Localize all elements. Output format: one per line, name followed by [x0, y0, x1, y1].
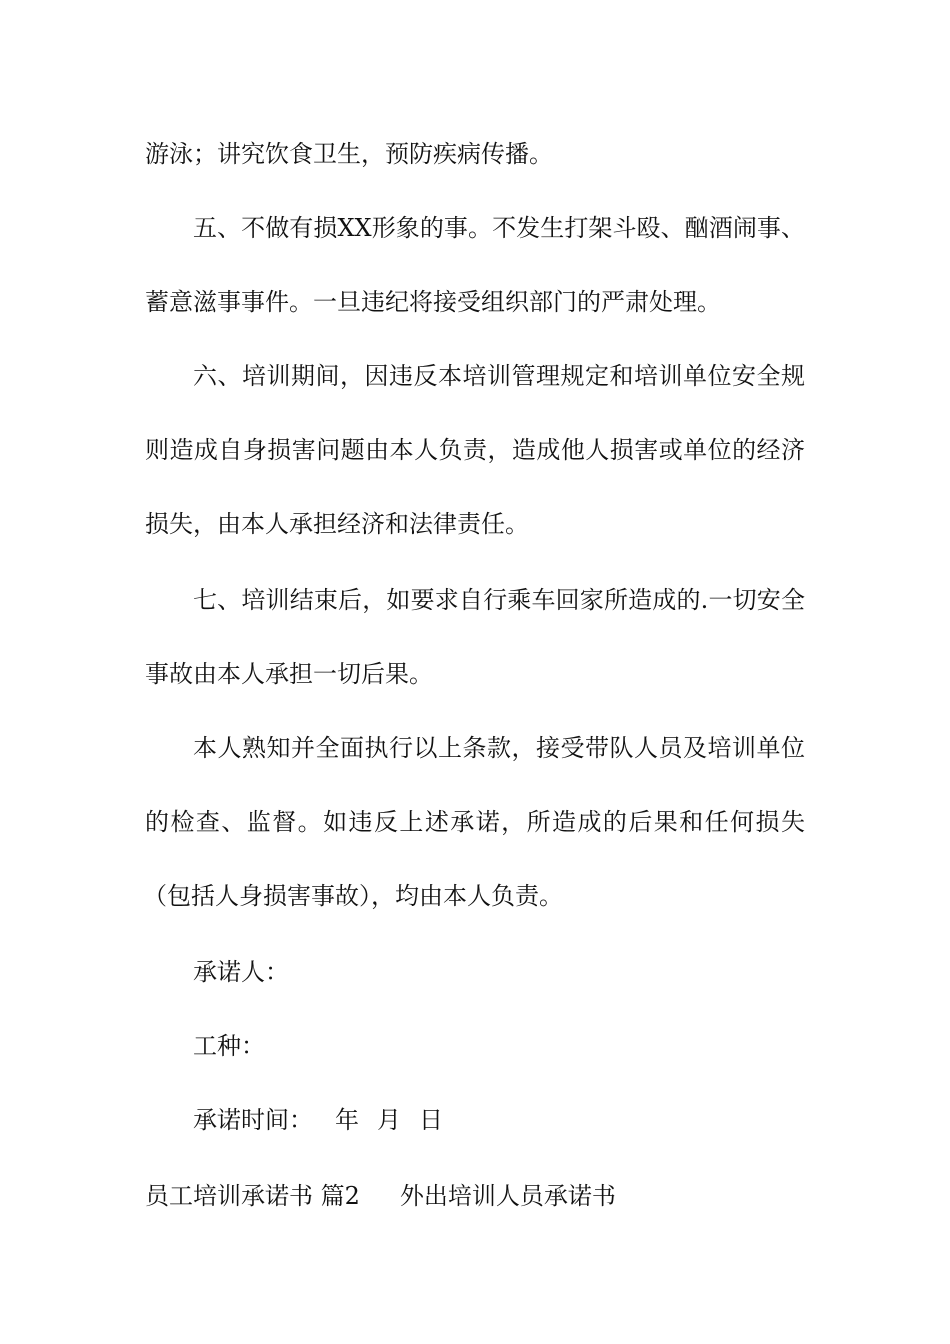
text-line: 事故由本人承担一切后果。 [145, 660, 433, 688]
text-line: 蓄意滋事事件。一旦违纪将接受组织部门的严肃处理。 [145, 288, 721, 316]
next-document-subtitle: 外出培训人员承诺书 [399, 1182, 616, 1210]
text-line: 五、不做有损XX形象的事。不发生打架斗殴、酗酒闹事、 [193, 214, 805, 242]
text-line: 则造成自身损害问题由本人负责，造成他人损害或单位的经济 [145, 436, 805, 464]
text-line: 本人熟知并全面执行以上条款，接受带队人员及培训单位 [193, 734, 805, 762]
promise-time-label: 承诺时间： [193, 1106, 313, 1134]
year-label: 年 [335, 1106, 359, 1134]
trade-label: 工种： [193, 1032, 265, 1060]
text-line: 的检查、监督。如违反上述承诺，所造成的后果和任何损失 [145, 808, 805, 836]
text-line: 七、培训结束后，如要求自行乘车回家所造成的.一切安全 [193, 586, 805, 614]
day-label: 日 [419, 1106, 443, 1134]
month-label: 月 [377, 1106, 401, 1134]
next-section-heading [145, 1184, 616, 1208]
text-line: 六、培训期间，因违反本培训管理规定和培训单位安全规 [193, 362, 805, 390]
promisor-label: 承诺人： [193, 958, 289, 986]
promise-date-row [193, 1108, 461, 1132]
next-document-title: 员工培训承诺书 篇2 [145, 1182, 360, 1210]
text-line: （包括人身损害事故），均由本人负责。 [143, 882, 563, 910]
text-line: 损失，由本人承担经济和法律责任。 [145, 510, 529, 538]
text-line: 游泳；讲究饮食卫生，预防疾病传播。 [145, 140, 553, 168]
